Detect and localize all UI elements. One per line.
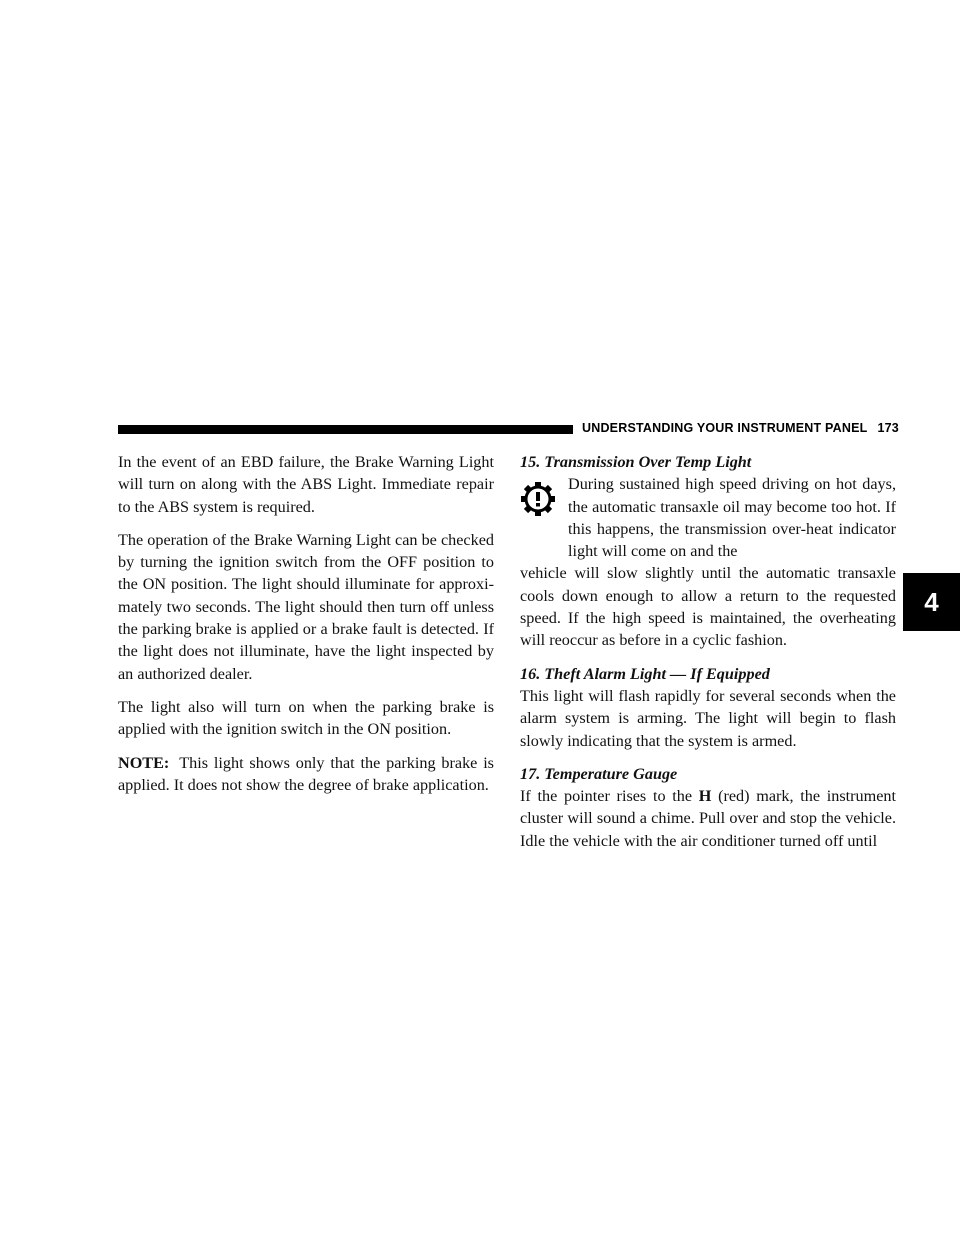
- header-title: UNDERSTANDING YOUR INSTRUMENT PANEL: [582, 421, 868, 435]
- note-text: This light shows only that the parking brake is applied. It does not show the degree of brake application.: [118, 753, 494, 794]
- section-17-h-mark: H: [698, 787, 712, 806]
- running-header: [582, 421, 899, 435]
- section-15-text-a: During sustained high speed driving on hot days, the automatic transaxle oil may become too hot. If this happens, the transmission over-heat indicator light will come on and the: [568, 475, 896, 561]
- section-15-text-b: vehicle will slow slightly until the automatic transaxle cools down enough to allow a return to the requested speed. If the high speed is maintained, the overheating will reoccur as before in a cyclic fashion.: [520, 564, 896, 650]
- section-17-text: [520, 785, 896, 852]
- section-17-heading: 17. Temperature Gauge: [520, 764, 678, 783]
- header-rule: [118, 425, 573, 434]
- section-15-icon-row: [520, 473, 896, 562]
- left-column: [118, 451, 494, 807]
- section-17-text-a: If the pointer rises to the: [520, 787, 693, 806]
- ebd-failure-paragraph: In the event of an EBD failure, the Brake Warning Light will turn on along with the ABS Light. Immediate repair to the ABS system is required.: [118, 453, 494, 516]
- section-17-text-b: (red) mark, the instrument cluster will sound a chime. Pull over and stop the vehicle. Idle the vehicle with the air conditioner turned off until: [520, 787, 897, 850]
- section-16-heading: 16. Theft Alarm Light — If Equipped: [520, 664, 770, 683]
- parking-brake-paragraph: The light also will turn on when the parking brake is applied with the ignition switch in the ON position.: [118, 697, 494, 739]
- page-number: 173: [877, 421, 899, 435]
- note-label: NOTE:: [118, 753, 170, 772]
- note-paragraph: [118, 752, 494, 797]
- section-16: [520, 663, 896, 752]
- section-15: [520, 451, 896, 652]
- transmission-gear-warning-icon: [520, 473, 568, 562]
- section-15-heading: 15. Transmission Over Temp Light: [520, 453, 752, 471]
- right-column: [520, 451, 896, 863]
- chapter-tab: 4: [903, 573, 960, 631]
- section-17: [520, 763, 896, 852]
- brake-light-check-paragraph: The operation of the Brake Warning Light can be checked by turning the ignition switch from the OFF position to the ON position. The light should illuminate for approxi-mately two seconds. The light should then turn off unless the parking brake is applied or a brake fault is detected. If the light does not illuminate, have the light inspected by an authorized dealer.: [118, 530, 494, 683]
- section-16-text: This light will flash rapidly for several seconds when the alarm system is arming. The light will begin to flash slowly indicating that the system is armed.: [520, 686, 896, 750]
